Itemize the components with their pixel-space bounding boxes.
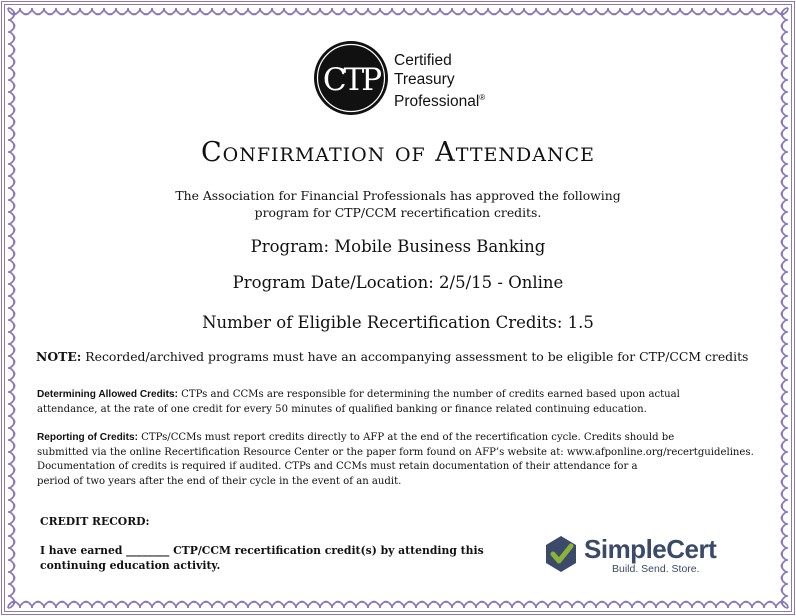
reporting-label: Reporting of Credits: bbox=[37, 432, 138, 443]
intro-line-1: The Association for Financial Professionals has approved the following bbox=[175, 188, 621, 203]
note-label: NOTE: bbox=[36, 349, 82, 364]
note-text: NOTE: Recorded/archived programs must have an accompanying assessment to be eligible for CTP/CCM credits bbox=[36, 349, 749, 364]
credit-record-line-1: I have earned ________ CTP/CCM recertification credit(s) by attending this bbox=[40, 544, 484, 557]
simplecert-badge-icon bbox=[542, 535, 580, 573]
simplecert-name: SimpleCert bbox=[584, 534, 717, 564]
program-date-location: Program Date/Location: 2/5/15 - Online bbox=[232, 273, 564, 292]
credit-record-heading: CREDIT RECORD: bbox=[40, 515, 150, 528]
intro-text bbox=[120, 187, 676, 221]
logo-line-1: Certified bbox=[394, 52, 452, 69]
program-name: Program: Mobile Business Banking bbox=[250, 237, 546, 256]
ctp-logo-icon bbox=[313, 40, 389, 116]
credit-record-line-2: continuing education activity. bbox=[40, 559, 221, 572]
logo-line-2: Treasury bbox=[394, 70, 455, 88]
ctp-monogram: CTP bbox=[322, 62, 380, 98]
ctp-logo-text bbox=[394, 52, 485, 112]
logo-line-3: Professional® bbox=[394, 93, 486, 111]
simplecert-tagline: Build. Send. Store. bbox=[612, 563, 700, 575]
reporting-credits-paragraph: Reporting of Credits: CTPs/CCMs must report credits directly to AFP at the end of the recertification cycle. Credits should be submitted via the online Recertification Resource Center or the paper form found on AFP’s website at: www.afponline.org/recertguidelines. Documentation of credits is required if audited. CTPs and CCMs must retain documentation of their attendance for a period of two years after the end of their cycle in the event of an audit. bbox=[37, 432, 754, 487]
intro-line-2: program for CTP/CCM recertification credits. bbox=[254, 205, 542, 220]
certificate-title: Confirmation of Attendance bbox=[201, 137, 595, 168]
determining-credits-paragraph: Determining Allowed Credits: CTPs and CCMs are responsible for determining the number of credits earned based upon actual attendance, at the rate of one credit for every 50 minutes of qualified banking or finance related continuing education. bbox=[37, 389, 680, 415]
determining-label: Determining Allowed Credits: bbox=[37, 389, 178, 400]
simplecert-logo bbox=[540, 534, 750, 578]
eligible-credits: Number of Eligible Recertification Credits: 1.5 bbox=[202, 313, 594, 332]
